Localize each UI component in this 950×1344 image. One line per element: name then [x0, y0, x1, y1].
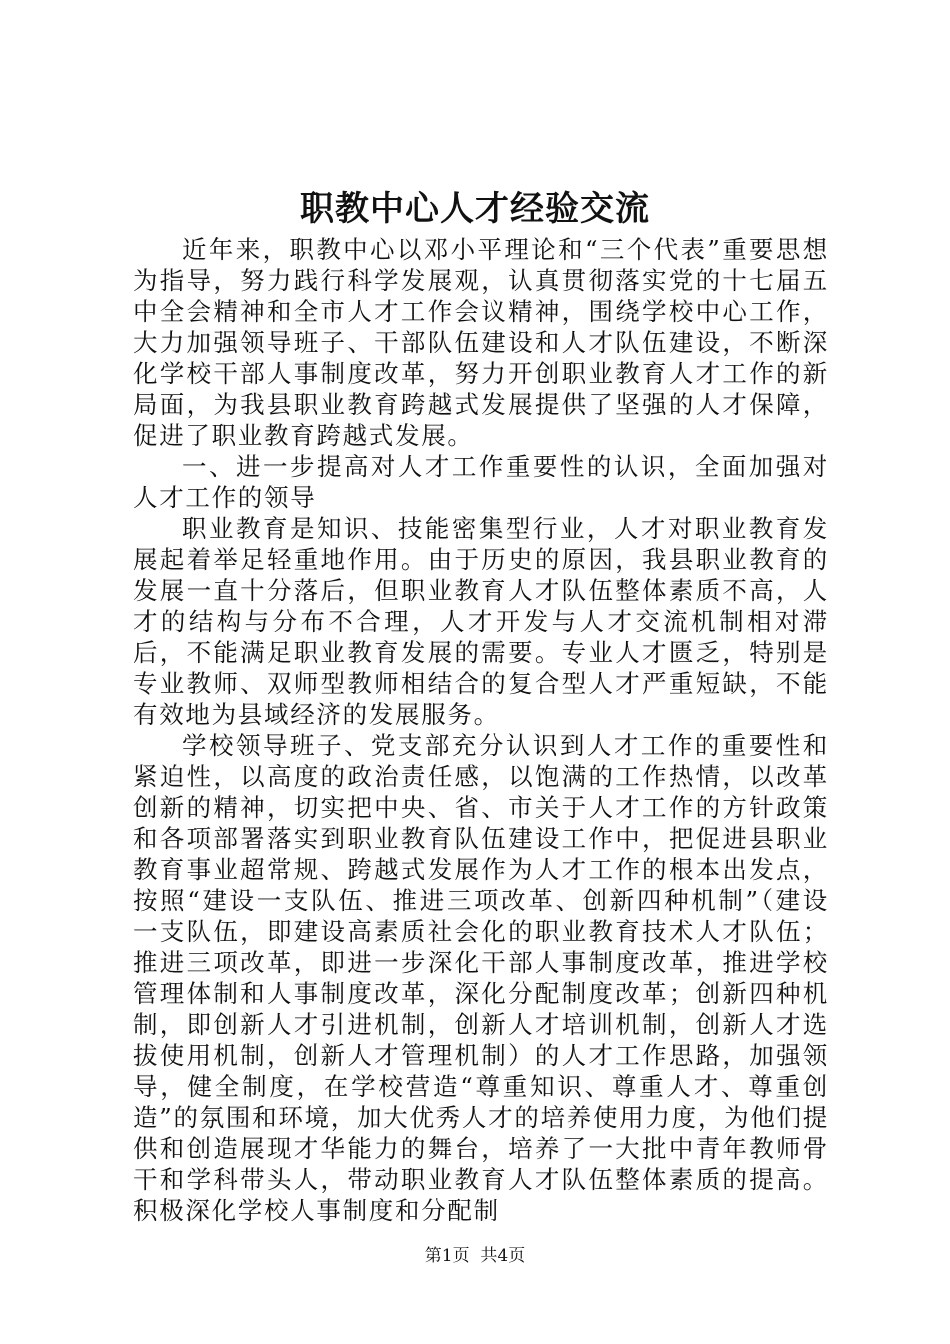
paragraph-leadership: 学校领导班子、党支部充分认识到人才工作的重要性和紧迫性，以高度的政治责任感，以饱满的工作热情，以改革创新的精神，切实把中央、省、市关于人才工作的方针政策和各项部署落实到职业教育队伍建设工作中，把促进县职业教育事业超常规、跨越式发展作为人才工作的根本出发点，按照“建设一支队伍、推进三项改革、创新四种机制”（建设一支队伍，即建设高素质社会化的职业教育技术人才队伍；推进三项改革，即进一步深化干部人事制度改革，推进学校管理体制和人事制度改革，深化分配制度改革；创新四种机制，即创新人才引进机制，创新人才培训机制，创新人才选拔使用机制，创新人才管理机制）的人才工作思路，加强领导，健全制度，在学校营造“尊重知识、尊重人才、尊重创造”的氛围和环境，加大优秀人才的培养使用力度，为他们提供和创造展现才华能力的舞台，培养了一大批中青年教师骨干和学科带头人，带动职业教育人才队伍整体素质的提高。积极深化学校人事制度和分配制 [133, 731, 829, 1225]
document-body [133, 234, 829, 1226]
page-indicator: 第1页 共4页 [424, 1246, 526, 1266]
document-title: 职教中心人才经验交流 [300, 189, 650, 229]
section-heading-1: 一、进一步提高对人才工作重要性的认识，全面加强对人才工作的领导 [133, 452, 829, 512]
paragraph-intro: 近年来，职教中心以邓小平理论和“三个代表”重要思想为指导，努力践行科学发展观，认真贯彻落实党的十七届五中全会精神和全市人才工作会议精神，围绕学校中心工作，大力加强领导班子、干部队伍建设和人才队伍建设，不断深化学校干部人事制度改革，努力开创职业教育人才工作的新局面，为我县职业教育跨越式发展提供了坚强的人才保障，促进了职业教育跨越式发展。 [133, 235, 829, 450]
paragraph-background: 职业教育是知识、技能密集型行业，人才对职业教育发展起着举足轻重地作用。由于历史的原因，我县职业教育的发展一直十分落后，但职业教育人才队伍整体素质不高，人才的结构与分布不合理，人才开发与人才交流机制相对滞后，不能满足职业教育发展的需要。专业人才匮乏，特别是专业教师、双师型教师相结合的复合型人才严重短缺，不能有效地为县域经济的发展服务。 [133, 514, 829, 729]
